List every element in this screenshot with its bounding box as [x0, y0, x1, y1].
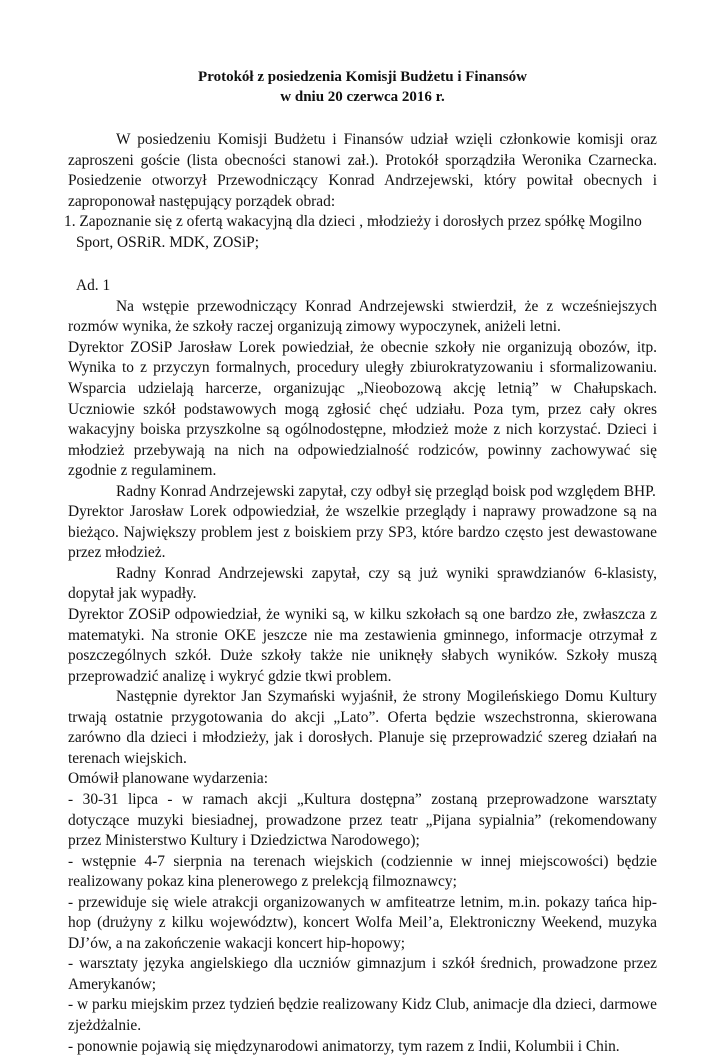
document-page	[64, 67, 657, 1057]
list-item: - 30-31 lipca - w ramach akcji „Kultura dostępna” zostaną przeprowadzone warsztaty dotyczące muzyki biesiadnej, prowadzone przez teatr „Pijana sypialnia” (rekomendowany przez Ministerstwo Kultury i Dziedzictwa Narodowego);	[68, 790, 657, 850]
list-item: - ponownie pojawią się międzynarodowi animatorzy, tym razem z Indii, Kolumbii i Chin.	[68, 1037, 620, 1055]
paragraph: Omówił planowane wydarzenia:	[68, 770, 269, 788]
paragraph: Dyrektor ZOSiP Jarosław Lorek powiedział, że obecnie szkoły nie organizują obozów, itp. Wynika to z przyczyn formalnych, procedury uległy zbiurokratyzowaniu i sformalizowaniu. Wsparcia udzielają harcerze, organizując „Nieobozową akcję letnią” w Chałupskach. Uczniowie szkół podstawowych mogą zgłosić chęć udziału. Poza tym, przez cały okres wakacyjny boiska przyszkolne są ogólnodostępne, młodzież może z nich korzystać. Dzieci i młodzież przebywają na nich na odpowiedzialność rodziców, powinny zachowywać się zgodnie z regulaminem.	[68, 338, 657, 480]
paragraph: Radny Konrad Andrzejewski zapytał, czy odbył się przegląd boisk pod względem BHP.	[116, 482, 656, 500]
paragraph: Dyrektor Jarosław Lorek odpowiedział, że wszelkie przeglądy i naprawy prowadzone są na bieżąco. Największy problem jest z boiskiem przy SP3, które bardzo często jest dewastowane przez młodzież.	[68, 503, 657, 562]
title-line-1: Protokół z posiedzenia Komisji Budżetu i Finansów	[198, 69, 527, 85]
agenda-item-1: 1. Zapoznanie się z ofertą wakacyjną dla dzieci , młodzieży i dorosłych przez spółkę Mogilno Sport, OSRiR. MDK, ZOSiP;	[64, 213, 642, 251]
paragraph: Dyrektor ZOSiP odpowiedział, że wyniki są, w kilku szkołach są one bardzo złe, zwłaszcza z matematyki. Na stronie OKE jeszcze nie ma zestawienia gminnego, informacje otrzymał z poszczególnych szkół. Duże szkoły także nie uniknęły słabych wyników. Szkoły muszą przeprowadzić analizę i wykryć gdzie tkwi problem.	[68, 606, 657, 685]
paragraph: Następnie dyrektor Jan Szymański wyjaśnił, że strony Mogileńskiego Domu Kultury trwają ostatnie przygotowania do akcji „Lato”. Oferta będzie wszechstronna, skierowana zarówno dla dzieci i młodzieży, jak i dorosłych. Planuje się przeprowadzić szereg działań na terenach wiejskich.	[68, 688, 657, 767]
list-item: - wstępnie 4-7 sierpnia na terenach wiejskich (codziennie w innej miejscowości) będzie realizowany pokaz kina plenerowego z prelekcją filmoznawcy;	[68, 852, 657, 891]
paragraph: Na wstępie przewodniczący Konrad Andrzejewski stwierdził, że z wcześniejszych rozmów wynika, że szkoły raczej organizują zimowy wypoczynek, aniżeli letni.	[68, 297, 657, 336]
list-item: - w parku miejskim przez tydzień będzie realizowany Kidz Club, animacje dla dzieci, darmowe zjeżdżalnie.	[68, 996, 657, 1034]
title-line-2: w dniu 20 czerwca 2016 r.	[280, 89, 445, 105]
intro-paragraph: W posiedzeniu Komisji Budżetu i Finansów udział wzięli członkowie komisji oraz zaproszeni goście (lista obecności stanowi zał.). Protokół sporządziła Weronika Czarnecka. Posiedzenie otworzył Przewodniczący Konrad Andrzejewski, który powitał obecnych i zaproponował następujący porządek obrad:	[68, 131, 657, 210]
list-item: - warsztaty języka angielskiego dla uczniów gimnazjum i szkół średnich, prowadzone przez Amerykanów;	[68, 955, 657, 993]
list-item: - przewiduje się wiele atrakcji organizowanych w amfiteatrze letnim, m.in. pokazy tańca hip-hop (drużyny z kilku województw), koncert Wolfa Meil’a, Elektroniczny Weekend, muzyka DJ’ów, a na zakończenie wakacji koncert hip-hopowy;	[68, 893, 657, 952]
document-title	[68, 67, 657, 107]
ad-heading: Ad. 1	[76, 277, 111, 295]
paragraph: Radny Konrad Andrzejewski zapytał, czy są już wyniki sprawdzianów 6-klasisty, dopytał jak wypadły.	[68, 564, 657, 603]
